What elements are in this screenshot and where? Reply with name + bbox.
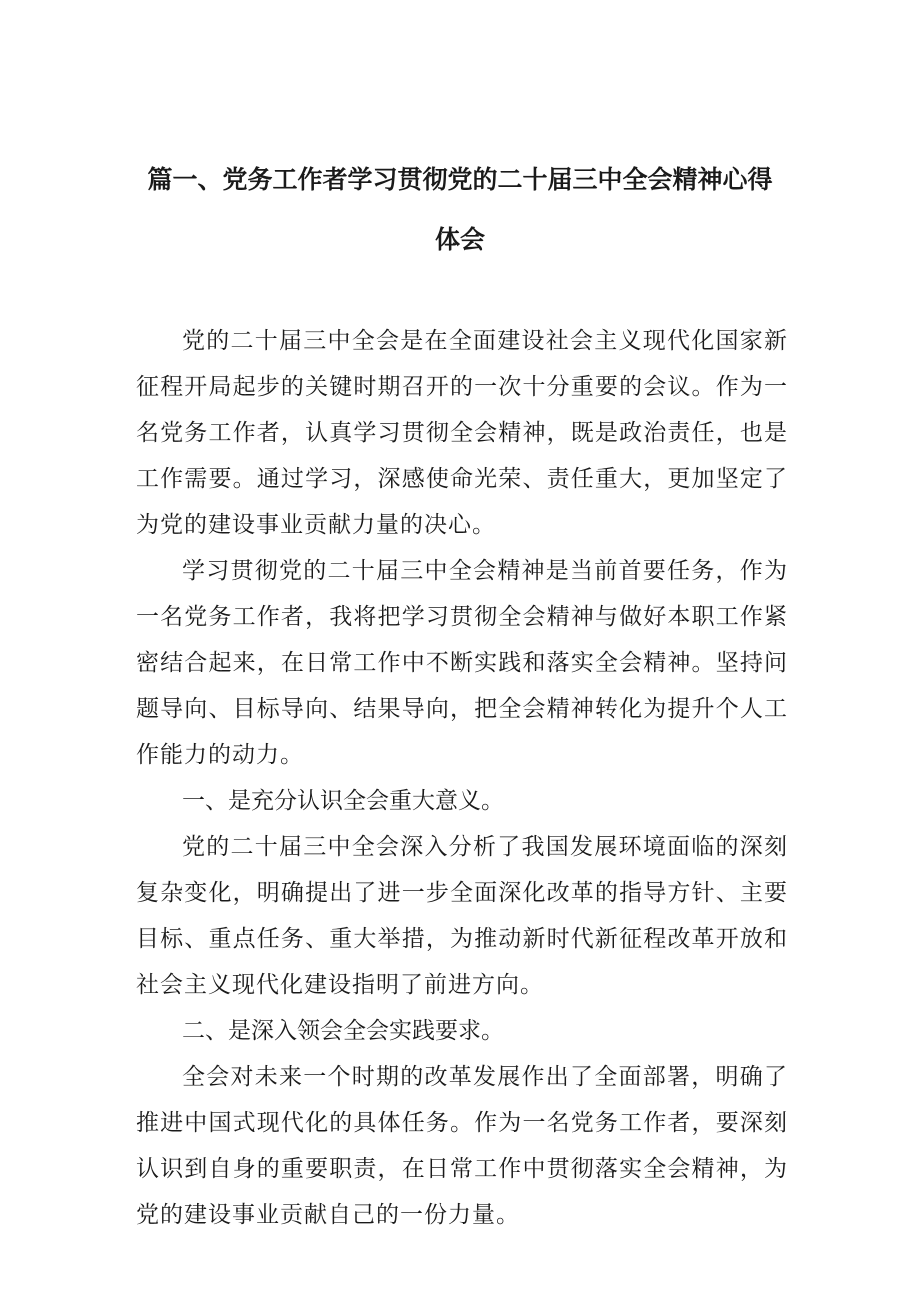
section-1-paragraph: 党的二十届三中全会深入分析了我国发展环境面临的深刻复杂变化，明确提出了进一步全面深化改革的指导方针、主要目标、重点任务、重大举措，为推动新时代新征程改革开放和社会主义现代化建设指明了前进方向。 bbox=[136, 834, 788, 998]
intro-paragraph-2: 学习贯彻党的二十届三中全会精神是当前首要任务，作为一名党务工作者，我将把学习贯彻全会精神与做好本职工作紧密结合起来，在日常工作中不断实践和落实全会精神。坚持问题导向、目标导向、结果导向，把全会精神转化为提升个人工作能力的动力。 bbox=[136, 558, 788, 768]
document-title-line-2: 体会 bbox=[434, 225, 485, 254]
section-2-heading: 二、是深入领会全会实践要求。 bbox=[182, 1018, 504, 1044]
intro-paragraph-1: 党的二十届三中全会是在全面建设社会主义现代化国家新征程开局起步的关键时期召开的一次十分重要的会议。作为一名党务工作者，认真学习贯彻全会精神，既是政治责任，也是工作需要。通过学习，深感使命光荣、责任重大，更加坚定了为党的建设事业贡献力量的决心。 bbox=[136, 328, 788, 538]
document-body bbox=[136, 318, 788, 1238]
section-2-paragraph: 全会对未来一个时期的改革发展作出了全面部署，明确了推进中国式现代化的具体任务。作为一名党务工作者，要深刻认识到自身的重要职责，在日常工作中贯彻落实全会精神，为党的建设事业贡献自己的一份力量。 bbox=[136, 1064, 788, 1228]
section-1-heading: 一、是充分认识全会重大意义。 bbox=[182, 788, 504, 814]
document-title-line-1: 篇一、党务工作者学习贯彻党的二十届三中全会精神心得 bbox=[147, 165, 773, 194]
